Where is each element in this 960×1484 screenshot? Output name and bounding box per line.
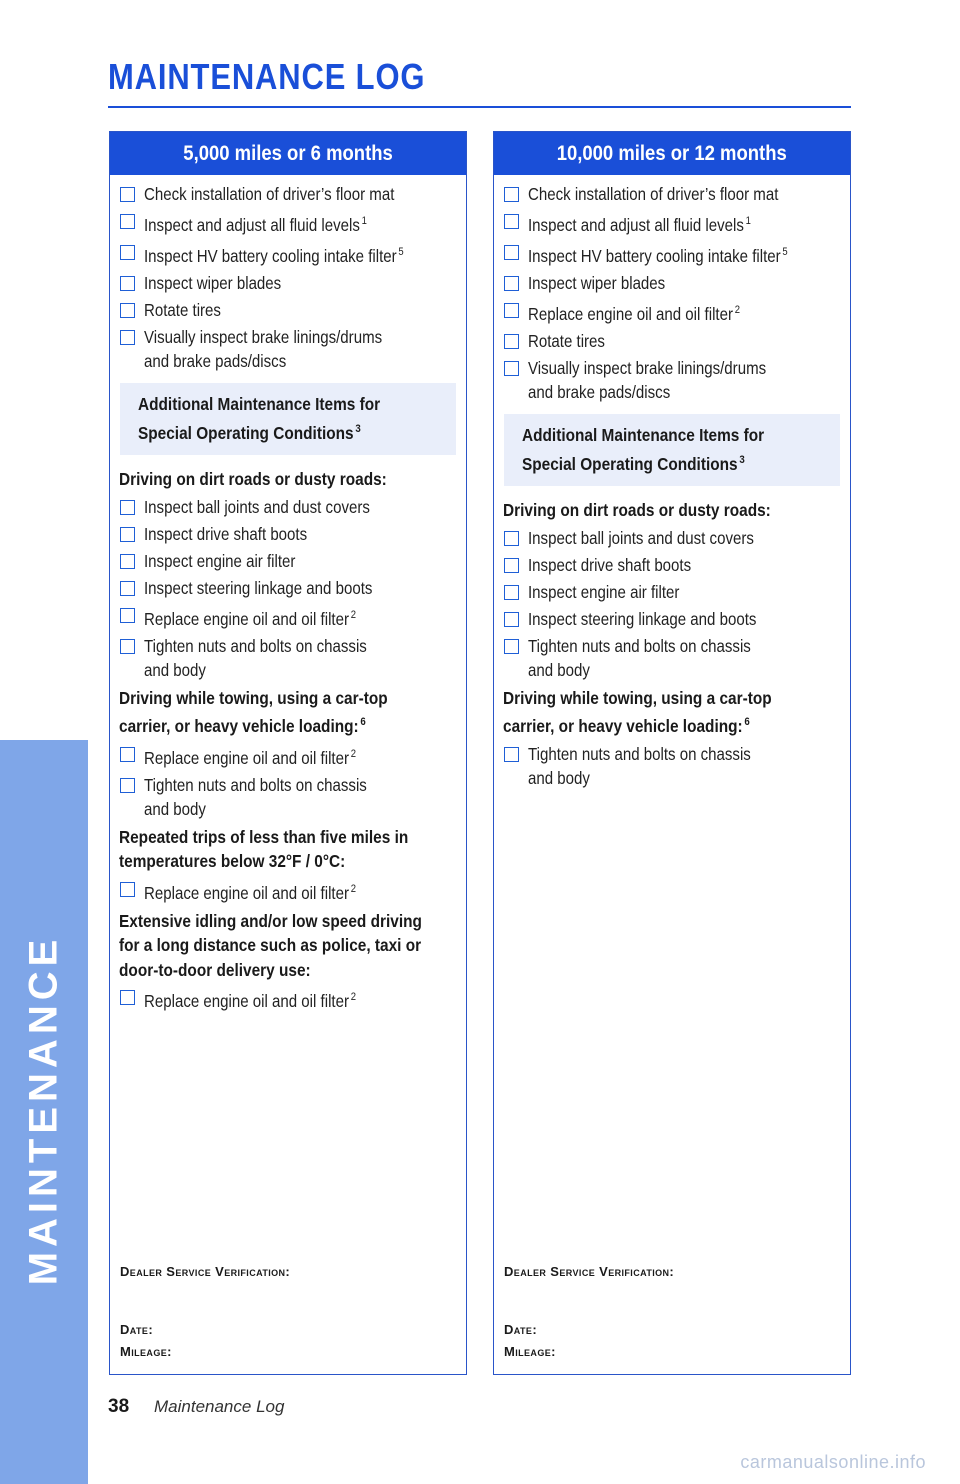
checkbox[interactable] (120, 990, 135, 1005)
interval-header (494, 132, 850, 175)
item-label: Tighten nuts and bolts on chassis (144, 635, 367, 656)
checkbox[interactable] (120, 214, 135, 229)
special-conditions-title-text: Special Operating Conditions (522, 454, 738, 474)
condition-heading-text: Repeated trips of less than five miles in (119, 826, 409, 847)
item-label-continued: and brake pads/discs (528, 382, 671, 402)
item-label: Check installation of driver’s floor mat (144, 184, 395, 204)
condition-heading-text: Driving on dirt roads or dusty roads: (119, 469, 387, 489)
condition-heading-line (119, 710, 416, 739)
condition-heading-line (119, 686, 416, 711)
item-label-continued: and brake pads/discs (144, 351, 287, 371)
condition-heading-line (119, 849, 416, 874)
checklist-item (503, 271, 841, 295)
checkbox[interactable] (120, 639, 135, 654)
item-label: Tighten nuts and bolts on chassis (144, 774, 367, 795)
checkbox[interactable] (504, 639, 519, 654)
checklist-item-text (144, 182, 394, 206)
item-label: Visually inspect brake linings/drums (144, 327, 383, 347)
condition-heading (503, 686, 841, 739)
checklist-item (503, 298, 841, 326)
checklist-item (119, 773, 457, 821)
item-label: Replace engine oil and oil filter (144, 608, 349, 629)
checklist-item-text (528, 634, 751, 682)
checklist-item (503, 580, 841, 604)
checklist-item-text (144, 549, 295, 573)
item-label: Inspect drive shaft boots (528, 554, 692, 575)
checkbox[interactable] (120, 303, 135, 318)
item-label: Inspect engine air filter (144, 550, 296, 571)
item-label: Inspect steering linkage and boots (144, 577, 373, 598)
checklist-item-text (528, 298, 740, 326)
checklist-item-text (144, 634, 367, 682)
side-tab-label: MAINTENANCE (21, 934, 66, 1286)
interval-header (110, 132, 466, 175)
checklist-item-text (144, 603, 356, 631)
dealer-service-verification-label: Dealer Service Verification: (504, 1264, 675, 1279)
checklist-item-text (144, 495, 370, 519)
checklist-item-text (144, 742, 356, 770)
checklist-item (503, 742, 841, 790)
item-label: Inspect ball joints and dust covers (144, 496, 370, 517)
checklist-item (119, 495, 457, 519)
checklist-item-text (528, 240, 788, 268)
condition-heading-line (119, 909, 422, 934)
checklist-item-text (144, 298, 221, 322)
condition-heading-line (503, 686, 800, 711)
checklist-item (119, 634, 457, 682)
checkbox[interactable] (120, 187, 135, 202)
item-label-continued: and body (528, 659, 590, 680)
checkbox[interactable] (504, 214, 519, 229)
checkbox[interactable] (120, 500, 135, 515)
item-label-continued: and body (144, 659, 206, 680)
checkbox[interactable] (504, 747, 519, 762)
special-conditions-title (522, 448, 789, 477)
checkbox[interactable] (120, 882, 135, 897)
item-label: Inspect wiper blades (528, 273, 666, 293)
checkbox[interactable] (504, 276, 519, 291)
condition-heading-text: Driving on dirt roads or dusty roads: (503, 500, 771, 520)
special-conditions-box (504, 414, 840, 486)
checklist-item (119, 576, 457, 600)
condition-heading (119, 825, 457, 874)
special-conditions-title-text: Special Operating Conditions (138, 423, 354, 443)
page-title: MAINTENANCE LOG (108, 56, 426, 97)
condition-heading-text: Extensive idling and/or low speed driving (119, 910, 422, 931)
item-label: Rotate tires (528, 331, 605, 351)
checklist-item-text (144, 271, 281, 295)
date-label: Date: (120, 1322, 154, 1337)
checklist-item-text (528, 526, 754, 550)
item-label: Inspect wiper blades (144, 273, 282, 293)
checklist-item (119, 209, 457, 237)
checklist-item (503, 240, 841, 268)
checkbox[interactable] (120, 330, 135, 345)
checklist-item (119, 271, 457, 295)
checklist-item (119, 240, 457, 268)
checkbox[interactable] (120, 778, 135, 793)
item-label: Inspect ball joints and dust covers (528, 527, 754, 548)
condition-heading-text: temperatures below 32°F / 0°C: (119, 851, 346, 871)
item-label: Tighten nuts and bolts on chassis (528, 635, 751, 656)
special-conditions-title: Additional Maintenance Items for (138, 394, 381, 414)
checkbox[interactable] (504, 558, 519, 573)
checklist-item (119, 603, 457, 631)
footnote-marker: 2 (350, 747, 356, 760)
item-label: Inspect engine air filter (528, 581, 680, 602)
checkbox[interactable] (120, 747, 135, 762)
checkbox[interactable] (504, 361, 519, 376)
checklist-item-text (528, 742, 751, 790)
condition-heading-text: carrier, or heavy vehicle loading: (119, 716, 359, 736)
checkbox[interactable] (120, 245, 135, 260)
item-label: Inspect HV battery cooling intake filter (144, 246, 397, 266)
checklist-item-text (528, 356, 766, 404)
condition-heading-text: Driving while towing, using a car-top (503, 687, 772, 708)
checklist-item (119, 182, 457, 206)
maintenance-column (493, 131, 851, 1375)
footnote-marker: 5 (782, 246, 788, 258)
checklist-item (503, 607, 841, 631)
item-label-continued: and body (528, 767, 590, 788)
condition-heading-text: for a long distance such as police, taxi or (119, 935, 422, 955)
footnote-marker: 2 (350, 991, 356, 1003)
checklist-item-text (528, 329, 605, 353)
condition-heading-text: carrier, or heavy vehicle loading: (503, 716, 743, 736)
checklist-item (503, 182, 841, 206)
footnote-marker: 3 (739, 454, 745, 466)
footnote-marker: 3 (355, 423, 361, 435)
footer-section-label: Maintenance Log (154, 1397, 285, 1416)
checkbox[interactable] (120, 276, 135, 291)
checklist-item (503, 634, 841, 682)
checklist-item (503, 356, 841, 404)
footnote-marker: 2 (350, 882, 356, 895)
interval-header-text: 10,000 miles or 12 months (556, 141, 788, 165)
condition-heading-text: Driving while towing, using a car-top (119, 687, 388, 708)
checklist-item-text (528, 271, 665, 295)
item-label: Check installation of driver’s floor mat (528, 184, 779, 204)
item-label: Inspect and adjust all fluid levels (528, 215, 744, 235)
footnote-marker: 6 (744, 716, 750, 728)
checklist-item (119, 549, 457, 573)
checkbox[interactable] (504, 245, 519, 260)
checklist-item-text (144, 576, 372, 600)
checklist-item (119, 325, 457, 373)
checkbox[interactable] (504, 187, 519, 202)
footnote-marker: 1 (361, 215, 367, 227)
checklist-item (119, 742, 457, 770)
item-label: Tighten nuts and bolts on chassis (528, 743, 751, 764)
item-label: Replace engine oil and oil filter (144, 747, 349, 768)
checklist-item (503, 526, 841, 550)
footnote-marker: 2 (734, 304, 740, 316)
checkbox[interactable] (120, 527, 135, 542)
mileage-label: Mileage: (504, 1344, 556, 1359)
checklist-item (119, 985, 457, 1013)
checkbox[interactable] (504, 334, 519, 349)
checklist-item (119, 522, 457, 546)
special-conditions-title: Additional Maintenance Items for (522, 425, 765, 445)
checklist (494, 175, 850, 790)
footnote-marker: 5 (398, 246, 404, 258)
checklist-item-text (528, 553, 691, 577)
checkbox[interactable] (504, 303, 519, 318)
checklist (110, 175, 466, 1013)
maintenance-column (109, 131, 467, 1375)
checklist-item-text (144, 325, 382, 373)
condition-heading (119, 467, 457, 492)
item-label: Inspect drive shaft boots (144, 523, 308, 544)
condition-heading (503, 498, 841, 523)
footnote-marker: 6 (360, 716, 366, 728)
item-label-continued: and body (144, 798, 206, 819)
checklist-item-text (528, 580, 679, 604)
checklist-item-text (144, 877, 356, 905)
item-label: Replace engine oil and oil filter (144, 882, 349, 903)
checklist-item (503, 553, 841, 577)
checklist-item-text (144, 240, 404, 268)
item-label: Replace engine oil and oil filter (528, 304, 733, 324)
checkbox[interactable] (504, 585, 519, 600)
special-conditions-box (120, 383, 456, 455)
condition-heading (119, 686, 457, 739)
item-label: Replace engine oil and oil filter (144, 991, 349, 1011)
checklist-item (503, 209, 841, 237)
mileage-label: Mileage: (120, 1344, 172, 1359)
title-divider (108, 106, 851, 108)
interval-header-text: 5,000 miles or 6 months (183, 141, 393, 165)
checklist-item-text (144, 773, 367, 821)
checklist-item-text (144, 522, 307, 546)
condition-heading (119, 909, 457, 983)
checklist-item (119, 877, 457, 905)
condition-heading-line (119, 467, 416, 492)
condition-heading-line (119, 825, 416, 850)
checklist-item-text (144, 209, 367, 237)
condition-heading-line (503, 710, 800, 739)
item-label: Rotate tires (144, 300, 221, 320)
footnote-marker: 2 (350, 608, 356, 621)
dealer-service-verification-label: Dealer Service Verification: (120, 1264, 291, 1279)
checkbox[interactable] (120, 554, 135, 569)
special-conditions-title (138, 417, 405, 446)
checklist-item-text (528, 182, 778, 206)
item-label: Inspect HV battery cooling intake filter (528, 246, 781, 266)
checklist-item (503, 329, 841, 353)
checklist-item (119, 298, 457, 322)
item-label: Inspect steering linkage and boots (528, 608, 757, 629)
condition-heading-line (119, 933, 422, 958)
condition-heading-text: door-to-door delivery use: (119, 959, 311, 980)
condition-heading-line (119, 958, 416, 983)
date-label: Date: (504, 1322, 538, 1337)
checklist-item-text (144, 985, 356, 1013)
item-label: Inspect and adjust all fluid levels (144, 215, 360, 235)
footnote-marker: 1 (745, 215, 751, 227)
page-number: 38 (108, 1396, 130, 1417)
checklist-item-text (528, 607, 756, 631)
checklist-item-text (528, 209, 751, 237)
watermark: carmanualsonline.info (740, 1452, 926, 1472)
item-label: Visually inspect brake linings/drums (528, 358, 767, 378)
checkbox[interactable] (120, 581, 135, 596)
checkbox[interactable] (120, 608, 135, 623)
checkbox[interactable] (504, 612, 519, 627)
checkbox[interactable] (504, 531, 519, 546)
condition-heading-line (503, 498, 800, 523)
